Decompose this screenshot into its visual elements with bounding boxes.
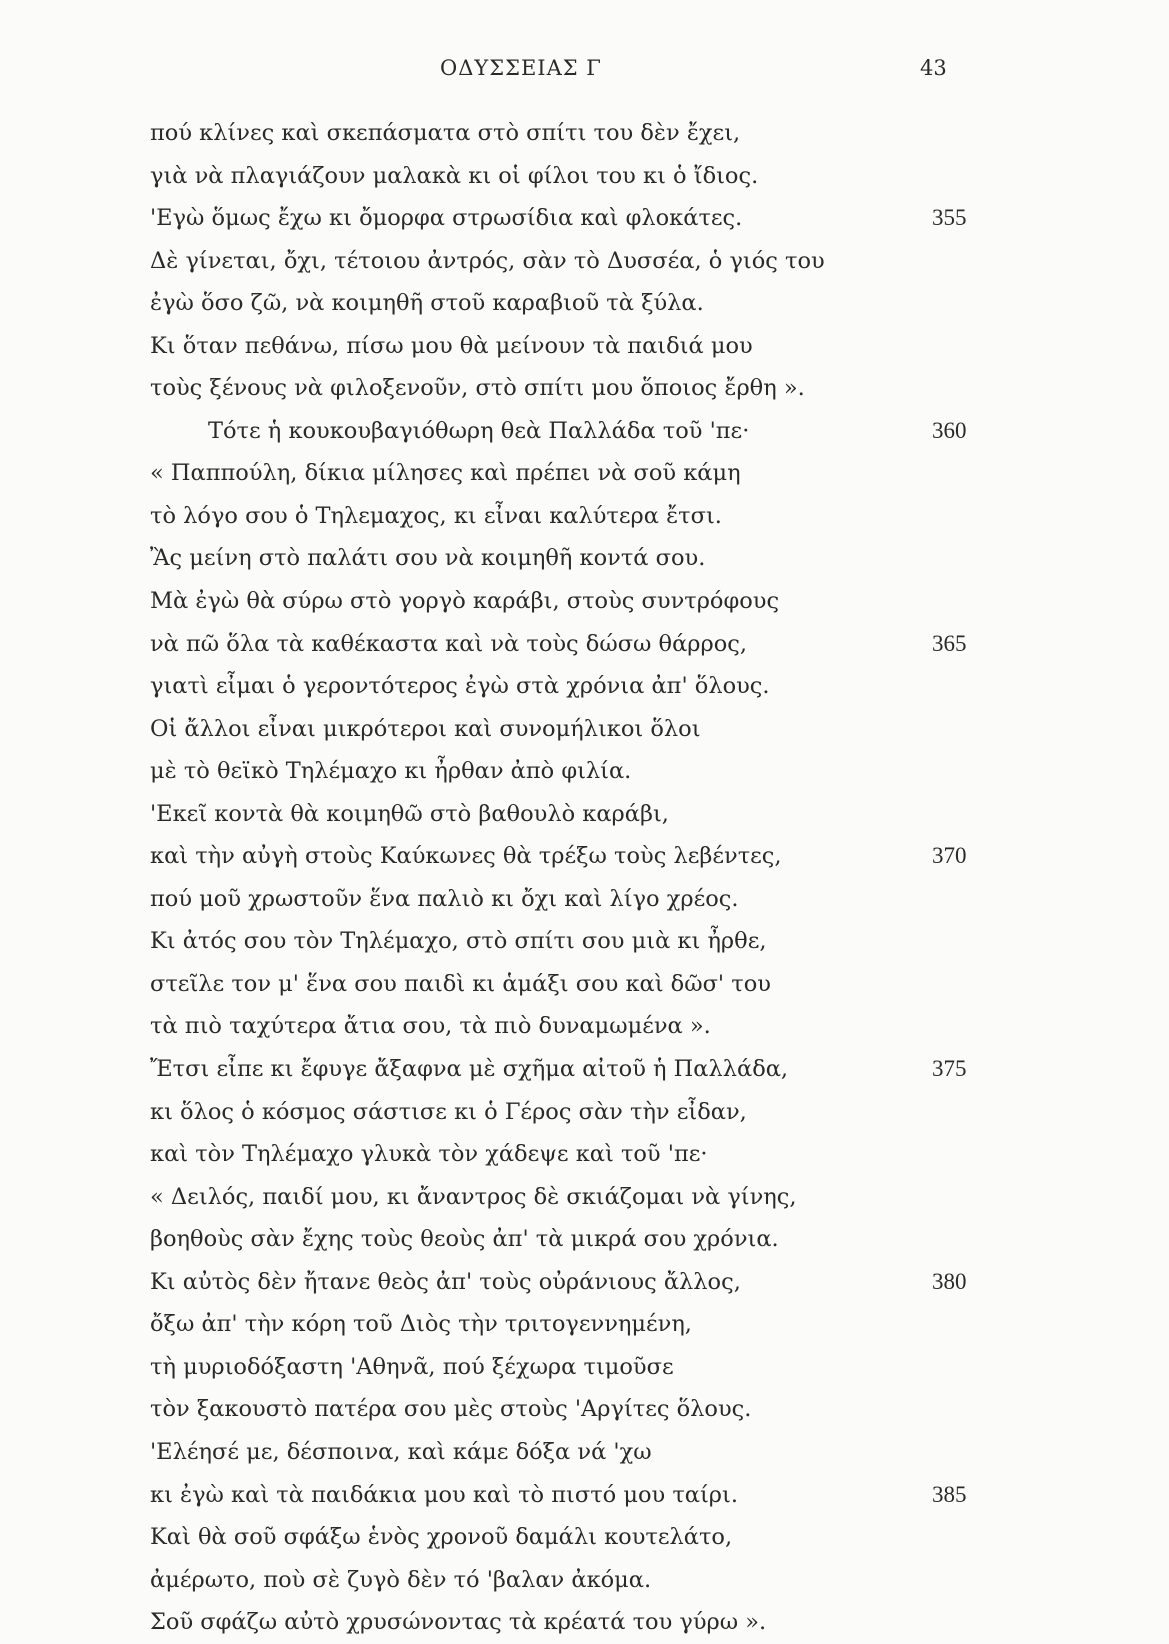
verse-text: ὄξω ἀπ' τὴν κόρη τοῦ Διὸς τὴν τριτογεννημένη, xyxy=(150,1311,692,1338)
verse-text: γιατὶ εἶμαι ὁ γεροντότερος ἐγὼ στὰ χρόνια ἀπ' ὅλους. xyxy=(150,673,770,700)
line-number: 365 xyxy=(932,630,967,656)
verse-text: κι ὅλος ὁ κόσμος σάστισε κι ὁ Γέρος σὰν τὴν εἶδαν, xyxy=(150,1098,747,1125)
verse-line xyxy=(0,750,1169,793)
verse-text: τοὺς ξένους νὰ φιλοξενοῦν, στὸ σπίτι μου ὅποιος ἔρθη ». xyxy=(150,375,805,402)
verse-text: τὰ πιὸ ταχύτερα ἄτια σου, τὰ πιὸ δυναμωμένα ». xyxy=(150,1013,711,1040)
verse-text: 'Εκεῖ κοντὰ θὰ κοιμηθῶ στὸ βαθουλὸ καράβι, xyxy=(150,800,669,827)
verse-line xyxy=(0,155,1169,198)
verse-text: 'Ελέησέ με, δέσποινα, καὶ κάμε δόξα νά 'χω xyxy=(150,1438,652,1465)
verse-text: Κι ἀτός σου τὸν Τηλέμαχο, στὸ σπίτι σου μιὰ κι ἦρθε, xyxy=(150,928,767,955)
verse-text: μὲ τὸ θεϊκὸ Τηλέμαχο κι ἦρθαν ἀπὸ φιλία. xyxy=(150,758,632,785)
verse-text: Σοῦ σφάζω αὐτὸ χρυσώνοντας τὰ κρέατά του γύρω ». xyxy=(150,1609,767,1636)
verse-line xyxy=(0,1218,1169,1261)
verse-line xyxy=(0,1048,1169,1091)
verse-text: νὰ πῶ ὅλα τὰ καθέκαστα καὶ νὰ τοὺς δώσω θάρρος, xyxy=(150,630,748,657)
verse-line xyxy=(0,623,1169,666)
verse-text: « Δειλός, παιδί μου, κι ἄναντρος δὲ σκιάζομαι νὰ γίνης, xyxy=(150,1183,797,1210)
line-number: 380 xyxy=(932,1268,967,1294)
verse-text: Οἱ ἄλλοι εἶναι μικρότεροι καὶ συνομήλικοι ὅλοι xyxy=(150,715,701,742)
line-number: 375 xyxy=(932,1056,967,1082)
verse-line xyxy=(0,240,1169,283)
verse-line xyxy=(0,1303,1169,1346)
verse-line xyxy=(0,367,1169,410)
verse-text: γιὰ νὰ πλαγιάζουν μαλακὰ κι οἱ φίλοι του κι ὁ ἴδιος. xyxy=(150,162,759,189)
verse-line xyxy=(0,835,1169,878)
verse-text: Δὲ γίνεται, ὄχι, τέτοιου ἀντρός, σὰν τὸ Δυσσέα, ὁ γιός του xyxy=(150,247,825,274)
verse-line xyxy=(0,1516,1169,1559)
verse-text: Τότε ἡ κουκουβαγιόθωρη θεὰ Παλλάδα τοῦ 'πε· xyxy=(208,417,750,444)
verse-line xyxy=(0,325,1169,368)
verse-line xyxy=(0,1559,1169,1602)
verse-line xyxy=(0,708,1169,751)
verse-line xyxy=(0,878,1169,921)
verse-line xyxy=(0,793,1169,836)
verse-line xyxy=(0,1388,1169,1431)
page-header xyxy=(0,52,1169,88)
verse-line xyxy=(0,495,1169,538)
verse-text: Ἔτσι εἶπε κι ἔφυγε ἄξαφνα μὲ σχῆμα αἰτοῦ ἡ Παλλάδα, xyxy=(150,1056,789,1083)
verse-text: Καὶ θὰ σοῦ σφάξω ἑνὸς χρονοῦ δαμάλι κουτελάτο, xyxy=(150,1524,733,1551)
verse-text: Ἂς μείνη στὸ παλάτι σου νὰ κοιμηθῆ κοντά σου. xyxy=(150,545,706,572)
verse-text: καὶ τὸν Τηλέμαχο γλυκὰ τὸν χάδεψε καὶ τοῦ 'πε· xyxy=(150,1141,708,1168)
verse-text: « Παππούλη, δίκια μίλησες καὶ πρέπει νὰ σοῦ κάμη xyxy=(150,460,741,487)
verse-line xyxy=(0,197,1169,240)
verse-text: ἀμέρωτο, ποὺ σὲ ζυγὸ δὲν τό 'βαλαν ἀκόμα. xyxy=(150,1566,652,1593)
verse-text: τὴ μυριοδόξαστη 'Αθηνᾶ, πού ξέχωρα τιμοῦσε xyxy=(150,1353,674,1380)
verse-line xyxy=(0,1133,1169,1176)
verse-line xyxy=(0,1176,1169,1219)
verse-text: καὶ τὴν αὐγὴ στοὺς Καύκωνες θὰ τρέξω τοὺς λεβέντες, xyxy=(150,843,782,870)
verse-text: πού κλίνες καὶ σκεπάσματα στὸ σπίτι του δὲν ἔχει, xyxy=(150,120,741,146)
verse-text: βοηθοὺς σὰν ἔχης τοὺς θεοὺς ἀπ' τὰ μικρά σου χρόνια. xyxy=(150,1226,779,1253)
verse-line xyxy=(0,1005,1169,1048)
verse-text: Κι ὅταν πεθάνω, πίσω μου θὰ μείνουν τὰ παιδιά μου xyxy=(150,332,753,359)
verse-text: στεῖλε τον μ' ἕνα σου παιδὶ κι ἁμάξι σου καὶ δῶσ' του xyxy=(150,970,771,997)
verse-text: πού μοῦ χρωστοῦν ἕνα παλιὸ κι ὄχι καὶ λίγο χρέος. xyxy=(150,885,739,912)
verse-line xyxy=(0,452,1169,495)
verse-line xyxy=(0,410,1169,453)
verse-text: 'Εγὼ ὅμως ἔχω κι ὄμορφα στρωσίδια καὶ φλοκάτες. xyxy=(150,205,743,232)
verse-text: Μὰ ἐγὼ θὰ σύρω στὸ γοργὸ καράβι, στοὺς συντρόφους xyxy=(150,588,780,615)
verse-line xyxy=(0,665,1169,708)
page-number: 43 xyxy=(920,56,947,80)
verse-text: τὸ λόγο σου ὁ Τηλεμαχος, κι εἶναι καλύτερα ἔτσι. xyxy=(150,502,722,529)
line-number: 360 xyxy=(932,417,967,443)
running-title: ΟΔΥΣΣΕΙΑΣ Γ xyxy=(440,56,602,80)
poem-body xyxy=(0,112,1169,1644)
verse-text: ἐγὼ ὅσο ζῶ, νὰ κοιμηθῆ στοῦ καραβιοῦ τὰ ξύλα. xyxy=(150,290,704,317)
line-number: 370 xyxy=(932,843,967,869)
verse-line xyxy=(0,112,1169,155)
verse-line xyxy=(0,1474,1169,1517)
verse-line xyxy=(0,1431,1169,1474)
verse-line xyxy=(0,1346,1169,1389)
line-number: 355 xyxy=(932,205,967,231)
verse-line xyxy=(0,1601,1169,1644)
verse-text: Κι αὐτὸς δὲν ἤτανε θεὸς ἀπ' τοὺς οὐράνιους ἄλλος, xyxy=(150,1268,741,1295)
verse-line xyxy=(0,963,1169,1006)
verse-line xyxy=(0,920,1169,963)
verse-line xyxy=(0,1261,1169,1304)
verse-line xyxy=(0,580,1169,623)
verse-line xyxy=(0,282,1169,325)
verse-line xyxy=(0,537,1169,580)
verse-text: τὸν ξακουστὸ πατέρα σου μὲς στοὺς 'Αργίτες ὅλους. xyxy=(150,1396,752,1423)
line-number: 385 xyxy=(932,1481,967,1507)
verse-text: κι ἐγὼ καὶ τὰ παιδάκια μου καὶ τὸ πιστό μου ταίρι. xyxy=(150,1481,739,1508)
verse-line xyxy=(0,1091,1169,1134)
